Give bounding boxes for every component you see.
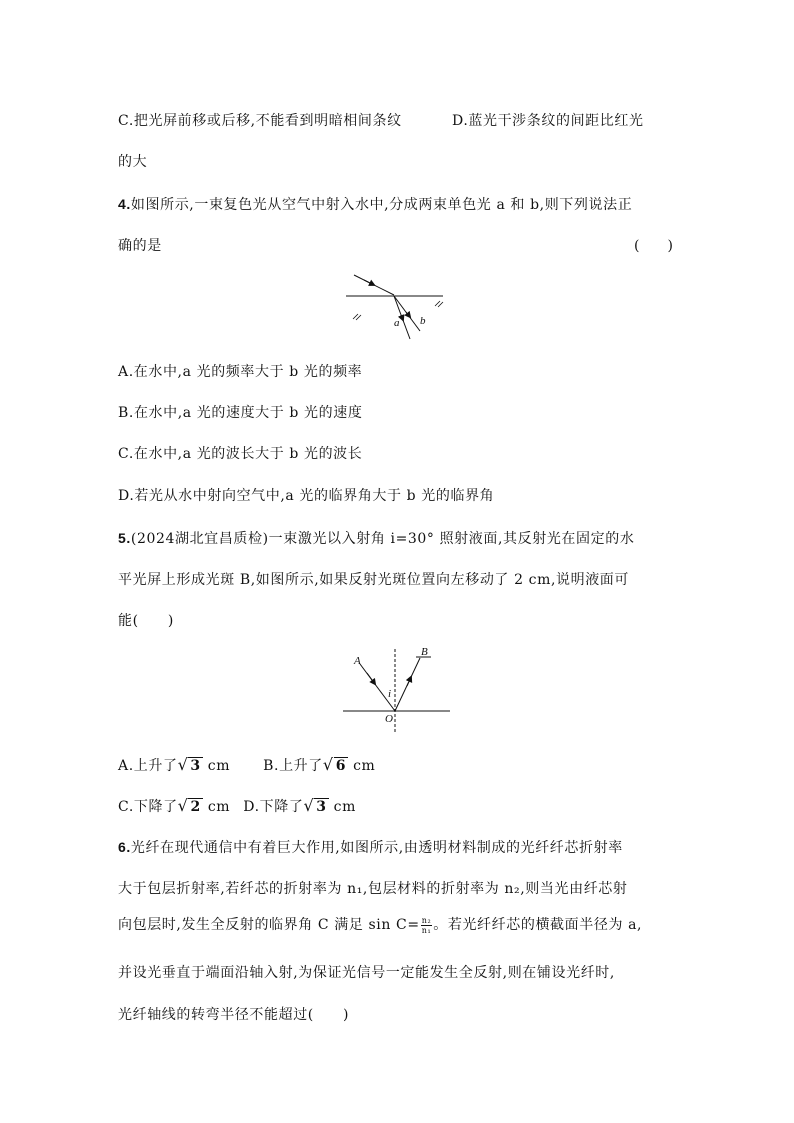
label-i: i bbox=[388, 688, 392, 700]
q6-line1: 6.光纤在现代通信中有着巨大作用,如图所示,由透明材料制成的光纤纤芯折射率 bbox=[118, 839, 623, 856]
sqrt-6: √ 6 bbox=[322, 755, 347, 774]
q6-line3: 向包层时,发生全反射的临界角 C 满足 sin C= $\frac{\text{n₂}}{\text{n₁}}$ 。若光纤纤芯的横截面半径为 a, bbox=[118, 915, 643, 935]
label-O: O bbox=[385, 713, 393, 725]
reflected-arrow bbox=[407, 677, 411, 686]
label-b: b bbox=[420, 315, 426, 327]
q5-stem-line3: 能( ) bbox=[118, 613, 174, 629]
q5-options-row2 bbox=[118, 796, 356, 816]
incident-arrow bbox=[367, 673, 375, 684]
q6-number: 6. bbox=[118, 839, 131, 855]
q4-answer-paren: ( ) bbox=[634, 238, 673, 254]
q4-stem-line1: 4.如图所示,一束复色光从空气中射入水中,分成两束单色光 a 和 b,则下列说法正 bbox=[118, 196, 633, 213]
label-a: a bbox=[394, 317, 400, 329]
q6-line2: 大于包层折射率,若纤芯的折射率为 n₁,包层材料的折射率为 n₂,则当光由纤芯射 bbox=[118, 881, 628, 897]
q4-stem-line2: 确的是 bbox=[118, 238, 162, 254]
q5-option-c: C.下降了√ 2 cm bbox=[118, 796, 231, 815]
ray-a-arrow bbox=[401, 315, 403, 320]
q6-line4: 并设光垂直于端面沿轴入射,为保证光信号一定能发生全反射,则在铺设光纤时, bbox=[118, 965, 615, 981]
water-hatch-right bbox=[435, 301, 443, 307]
q5-option-b: B.上升了√ 6 cm bbox=[263, 755, 376, 774]
q4-option-a: A.在水中,a 光的频率大于 b 光的频率 bbox=[118, 364, 363, 380]
sqrt-3: √ 3 bbox=[177, 755, 201, 774]
q5-stem-line1: 5.(2024湖北宜昌质检)一束激光以入射角 i=30° 照射液面,其反射光在固定的水 bbox=[118, 530, 635, 547]
sqrt-3: √ 3 bbox=[303, 796, 327, 815]
incident-ray-arrow bbox=[364, 280, 374, 285]
water-hatch-left bbox=[353, 314, 361, 320]
q5-options-row1 bbox=[118, 755, 375, 775]
q5-option-d: D.下降了√ 3 cm bbox=[243, 796, 356, 815]
sqrt-2: √ 2 bbox=[177, 796, 201, 815]
ray-b-arrow bbox=[406, 312, 410, 317]
q4-option-b: B.在水中,a 光的速度大于 b 光的速度 bbox=[118, 405, 363, 421]
critical-angle-fraction: $\frac{\text{n₂}}{\text{n₁}}$ bbox=[421, 915, 432, 935]
q5-number: 5. bbox=[118, 530, 131, 546]
q5-stem-line2: 平光屏上形成光斑 B,如图所示,如果反射光斑位置向左移动了 2 cm,说明液面可 bbox=[118, 572, 630, 588]
q6-line5: 光纤轴线的转弯半径不能超过( ) bbox=[118, 1007, 350, 1023]
label-A: A bbox=[354, 655, 361, 667]
q3-option-d-continuation: 的大 bbox=[118, 154, 148, 170]
label-B: B bbox=[421, 646, 428, 658]
q4-option-c: C.在水中,a 光的波长大于 b 光的波长 bbox=[118, 446, 363, 462]
q5-reflection-figure bbox=[335, 644, 460, 734]
q4-refraction-figure bbox=[340, 262, 450, 342]
q3-option-d: D.蓝光干涉条纹的间距比红光 bbox=[452, 113, 644, 129]
q5-option-a: A.上升了√ 3 cm bbox=[118, 755, 231, 774]
q4-option-d: D.若光从水中射向空气中,a 光的临界角大于 b 光的临界角 bbox=[118, 488, 495, 504]
q3-option-c: C.把光屏前移或后移,不能看到明暗相间条纹 bbox=[118, 113, 402, 129]
q4-number: 4. bbox=[118, 196, 131, 212]
